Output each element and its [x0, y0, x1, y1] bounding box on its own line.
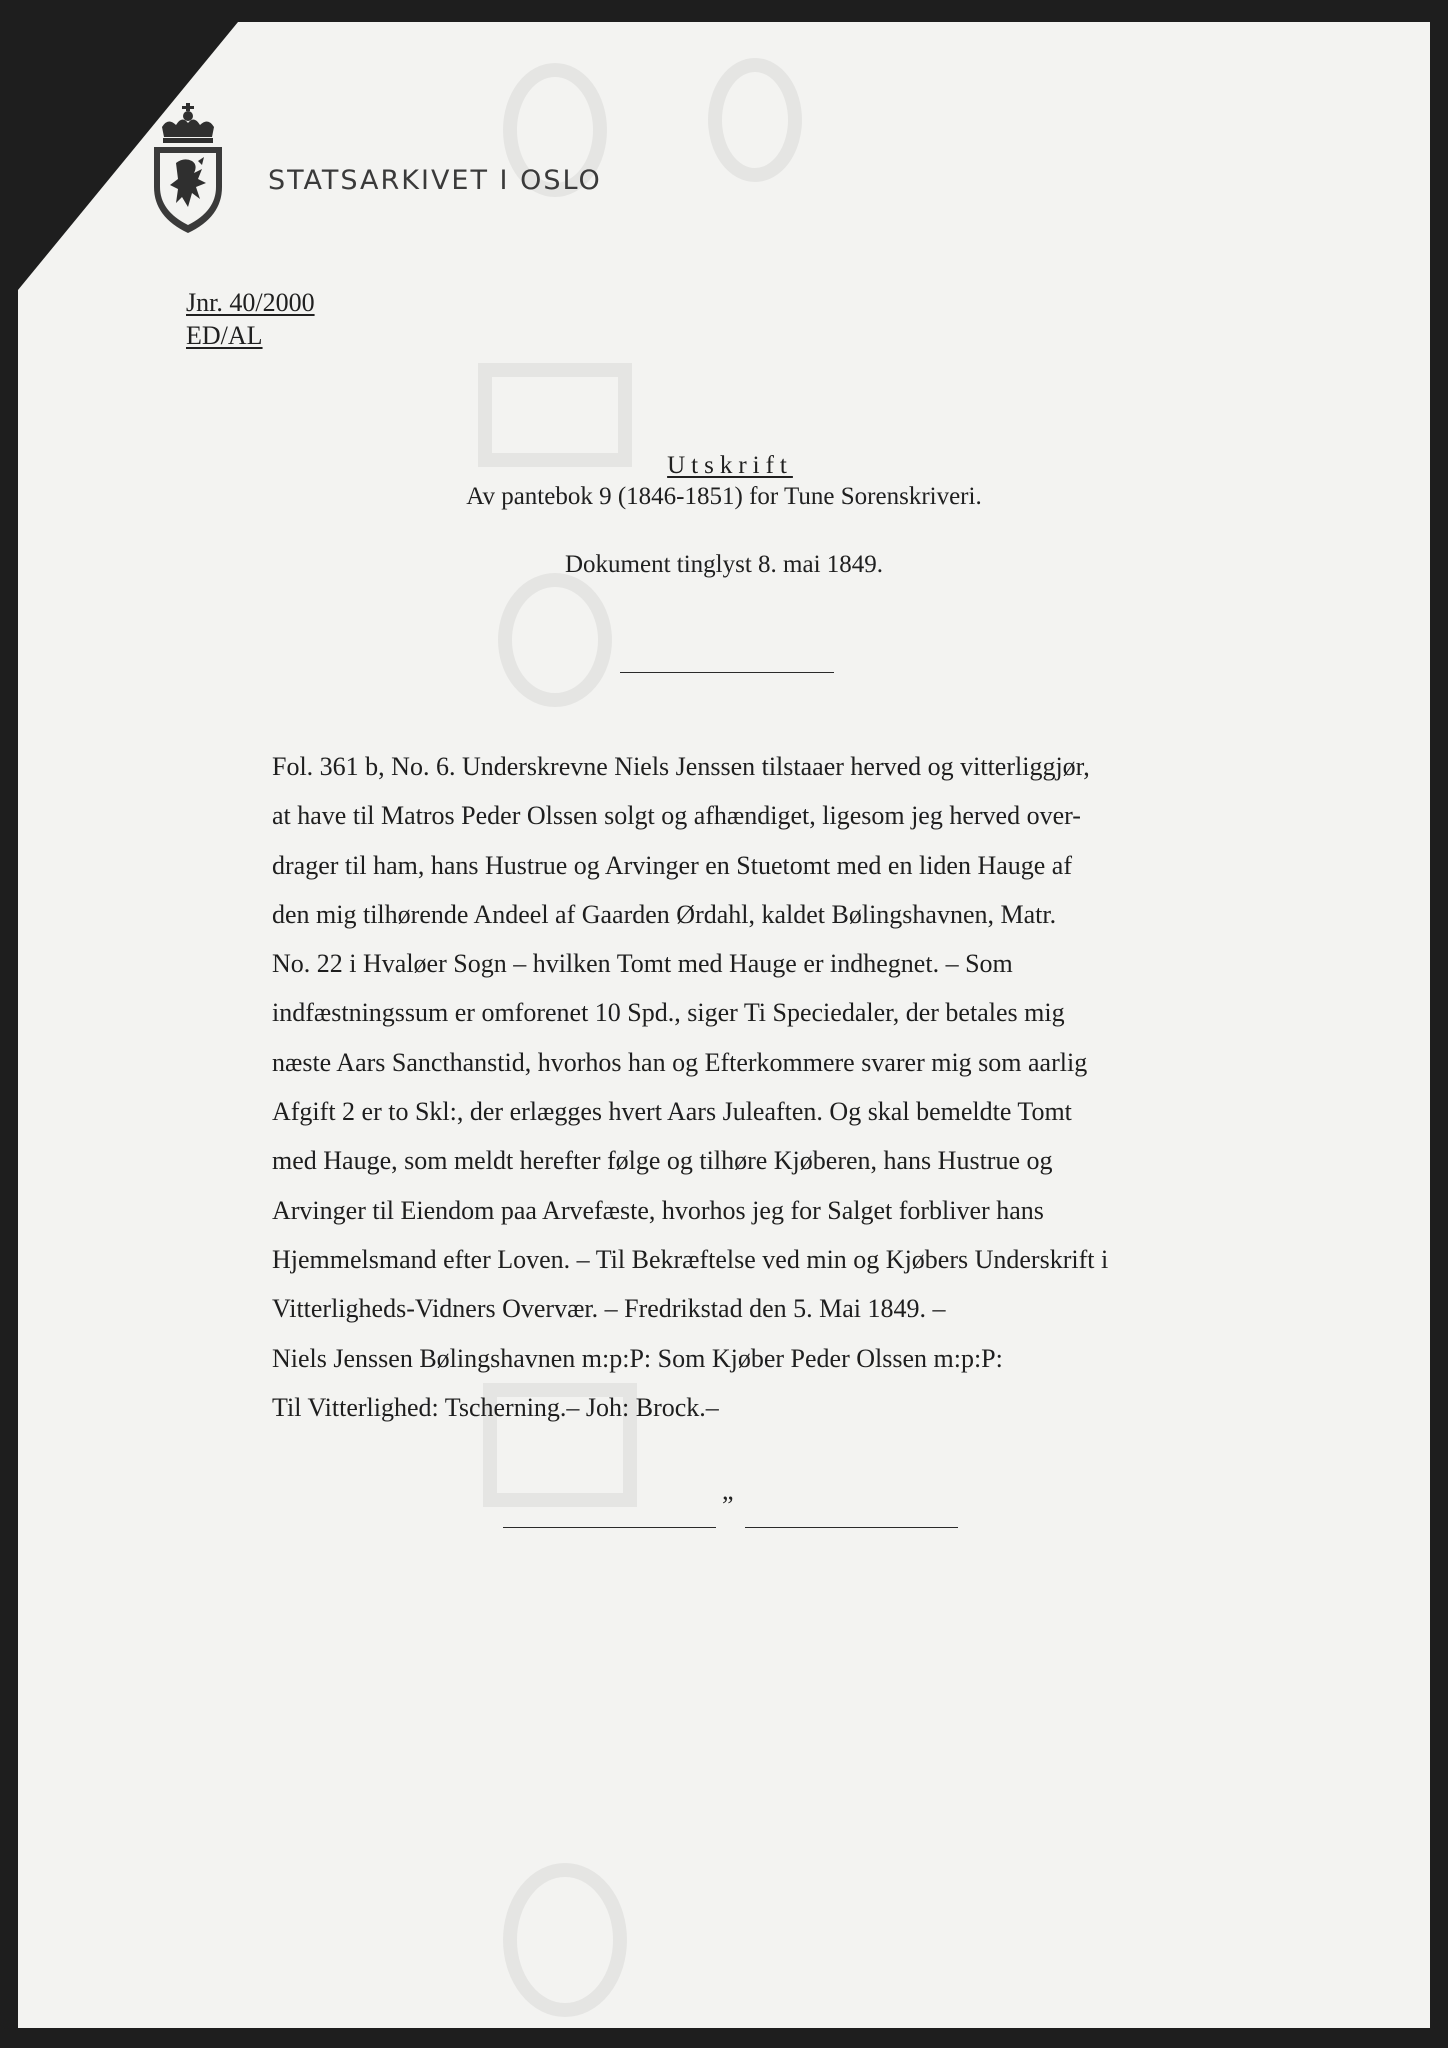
registration-date: Dokument tinglyst 8. mai 1849. — [564, 551, 884, 578]
closing-rule-left — [503, 1527, 716, 1528]
document-body — [272, 742, 1272, 1432]
body-line: No. 22 i Hvaløer Sogn – hvilken Tomt med Hauge er indhegnet. – Som — [272, 949, 1013, 979]
body-line: Niels Jenssen Bølingshavnen m:p:P: Som Kjøber Peder Olssen m:p:P: — [272, 1343, 1003, 1373]
coat-of-arms-icon — [148, 103, 228, 237]
section-divider — [620, 672, 834, 673]
document-title: Utskrift — [667, 452, 793, 479]
body-line: drager til ham, hans Hustrue og Arvinger en Stuetomt med en liden Hauge af — [272, 850, 1073, 880]
document-subtitle: Av pantebok 9 (1846-1851) for Tune Sorenskriveri. — [466, 483, 982, 510]
closing-rule-right — [745, 1527, 958, 1528]
body-line: indfæstningssum er omforenet 10 Spd., siger Ti Speciedaler, der betales mig — [272, 998, 1065, 1028]
closing-mark: ” — [722, 1491, 734, 1520]
body-line: den mig tilhørende Andeel af Gaarden Ørdahl, kaldet Bølingshavnen, Matr. — [272, 899, 1057, 929]
body-line: at have til Matros Peder Olssen solgt og afhændiget, ligesom jeg herved over- — [272, 801, 1081, 831]
archive-name: STATSARKIVET I OSLO — [268, 165, 602, 196]
reference-initials: ED/AL — [186, 321, 263, 350]
body-line: Vitterligheds-Vidners Overvær. – Fredrikstad den 5. Mai 1849. – — [272, 1294, 946, 1324]
body-line: næste Aars Sancthanstid, hvorhos han og Efterkommere svarer mig som aarlig — [272, 1047, 1088, 1077]
body-line: Hjemmelsmand efter Loven. – Til Bekræftelse ved min og Kjøbers Underskrift i — [272, 1244, 1109, 1274]
journal-number: Jnr. 40/2000 — [186, 288, 315, 317]
body-line: Arvinger til Eiendom paa Arvefæste, hvorhos jeg for Salget forbliver hans — [272, 1195, 1044, 1225]
body-line: Til Vitterlighed: Tscherning.– Joh: Brock.– — [272, 1392, 719, 1422]
body-line: Afgift 2 er to Skl:, der erlægges hvert Aars Juleaften. Og skal bemeldte Tomt — [272, 1097, 1072, 1127]
body-line: med Hauge, som meldt herefter følge og tilhøre Kjøberen, hans Hustrue og — [272, 1146, 1053, 1176]
body-line: Fol. 361 b, No. 6. Underskrevne Niels Jenssen tilstaaer herved og vitterliggjør, — [272, 752, 1090, 781]
